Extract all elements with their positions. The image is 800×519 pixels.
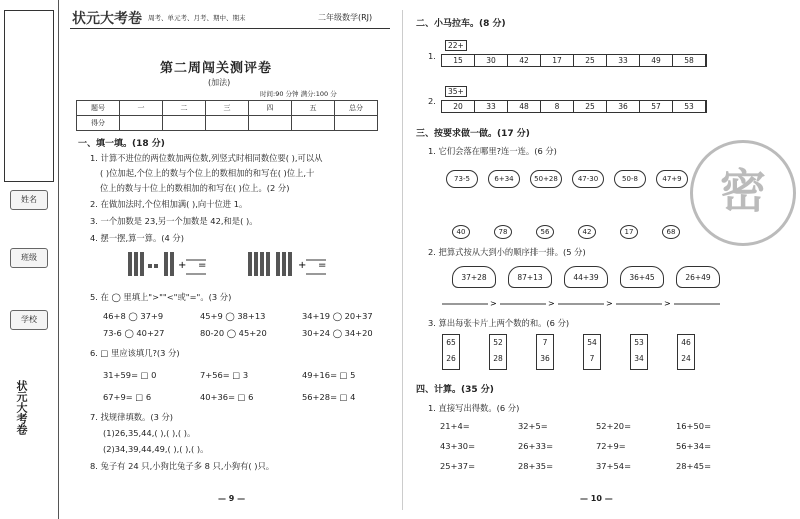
svg-text:=: =	[198, 260, 207, 271]
train-car: 8	[541, 101, 574, 112]
number-card	[489, 334, 507, 370]
train-car: 30	[475, 55, 508, 66]
class-label: 班级	[21, 253, 37, 262]
q6-item: 67+9= □ 6	[103, 392, 152, 402]
score-header: 四	[249, 101, 292, 116]
q6-item: 31+59= □ 0	[103, 370, 157, 380]
score-header: 三	[206, 101, 249, 116]
brand-logo: 状元大考卷	[72, 11, 142, 27]
number-card	[677, 334, 695, 370]
q8: 8. 兔子有 24 只,小狗比兔子多 8 只,小狗有( )只。	[90, 461, 275, 471]
svg-text:>: >	[490, 299, 497, 308]
score-header: 五	[292, 101, 335, 116]
balloon: 73-5	[446, 170, 478, 188]
number-card	[442, 334, 460, 370]
q5-item: 80-20 ◯ 45+20	[200, 328, 267, 338]
q6-item: 7+56= □ 3	[200, 370, 249, 380]
train-car: 33	[475, 101, 508, 112]
name-field[interactable]	[10, 190, 48, 210]
svg-text:+: +	[298, 260, 307, 271]
section-2-title: 二、小马拉车。(8 分)	[416, 19, 506, 29]
score-row-label: 得分	[77, 116, 120, 131]
name-label: 姓名	[21, 195, 37, 204]
train-1-cars	[441, 54, 707, 67]
exam-types: 周考、单元考、月考、期中、期末	[148, 14, 246, 22]
train-1-head: 22+	[445, 40, 467, 51]
card-bottom: 26	[446, 354, 456, 363]
bun: 26+49	[676, 266, 720, 288]
train-car: 49	[640, 55, 673, 66]
school-field[interactable]	[10, 310, 48, 330]
order-blanks	[440, 296, 740, 308]
q6-item: 40+36= □ 6	[200, 392, 254, 402]
grade-subject: 二年级数学(RJ)	[318, 13, 373, 22]
score-table	[76, 100, 378, 131]
secret-stamp: 密	[690, 140, 796, 246]
train-car: 36	[607, 101, 640, 112]
balloon: 47-30	[572, 170, 604, 188]
card-top: 52	[493, 338, 503, 347]
balloon: 47+9	[656, 170, 688, 188]
q7: 7. 找规律填数。(3 分)	[90, 412, 174, 422]
number-card	[583, 334, 601, 370]
balloon: 50+28	[530, 170, 562, 188]
number-card	[536, 334, 554, 370]
answer-circle: 78	[494, 225, 512, 239]
card-top: 54	[587, 338, 597, 347]
svg-text:>: >	[548, 299, 555, 308]
train-2-cars	[441, 100, 707, 113]
q5-item: 46+8 ◯ 37+9	[103, 311, 164, 321]
score-cell[interactable]	[206, 116, 249, 131]
section-1-title: 一、填一填。(18 分)	[78, 139, 165, 149]
card-bottom: 7	[589, 354, 595, 363]
svg-text:>: >	[606, 299, 613, 308]
train-2-head: 35+	[445, 86, 467, 97]
q5-item: 30+24 ◯ 34+20	[302, 328, 373, 338]
binding-sidebar	[0, 0, 59, 519]
bun: 36+45	[620, 266, 664, 288]
counting-blocks-illustration	[128, 248, 378, 284]
train-car: 57	[640, 101, 673, 112]
card-bottom: 24	[681, 354, 691, 363]
svg-text:=: =	[318, 260, 327, 271]
q3: 3. 一个加数是 23,另一个加数是 42,和是( )。	[90, 216, 258, 226]
sidebar-brand: 状元大考卷	[15, 380, 28, 435]
q7-part1: (1)26,35,44,( ),( ),( )。	[103, 428, 196, 438]
q6: 6. □ 里应该填几?(3 分)	[90, 348, 180, 358]
calc-item: 56+34=	[676, 441, 712, 451]
q2: 2. 在做加法时,个位相加满( ),向十位进 1。	[90, 199, 248, 209]
train-car: 17	[541, 55, 574, 66]
page-divider	[402, 10, 403, 510]
train-car: 20	[442, 101, 475, 112]
q6-item: 56+28= □ 4	[302, 392, 356, 402]
class-field[interactable]	[10, 248, 48, 268]
answer-circle: 68	[662, 225, 680, 239]
score-cell[interactable]	[249, 116, 292, 131]
balloon: 6+34	[488, 170, 520, 188]
q6-item: 49+16= □ 5	[302, 370, 356, 380]
bun: 87+13	[508, 266, 552, 288]
score-header: 总分	[335, 101, 378, 116]
train-2-label: 2.	[428, 96, 436, 106]
section-3-title: 三、按要求做一做。(17 分)	[416, 129, 530, 139]
score-cell[interactable]	[120, 116, 163, 131]
calc-item: 26+33=	[518, 441, 554, 451]
calc-item: 28+45=	[676, 461, 712, 471]
answer-circle: 56	[536, 225, 554, 239]
q7-part2: (2)34,39,44,49,( ),( ),( )。	[103, 444, 209, 454]
q3-2: 2. 把算式按从大到小的顺序排一排。(5 分)	[428, 247, 586, 257]
instructions-box	[4, 10, 54, 182]
q3-3: 3. 算出每张卡片上两个数的和。(6 分)	[428, 318, 570, 328]
section-4-title: 四、计算。(35 分)	[416, 385, 494, 395]
calc-item: 37+54=	[596, 461, 632, 471]
score-header: 题号	[77, 101, 120, 116]
page-number-left: — 9 —	[218, 494, 246, 503]
calc-item: 16+50=	[676, 421, 712, 431]
card-bottom: 28	[493, 354, 503, 363]
calc-item: 52+20=	[596, 421, 632, 431]
q3-1: 1. 它们会落在哪里?连一连。(6 分)	[428, 146, 557, 156]
q1-line2: ( )位加起,个位上的数与个位上的数相加的和写在( )位上,十	[100, 168, 315, 178]
train-car: 25	[574, 101, 607, 112]
number-card	[630, 334, 648, 370]
answer-circle: 17	[620, 225, 638, 239]
card-top: 46	[681, 338, 691, 347]
train-car: 33	[607, 55, 640, 66]
train-car: 53	[673, 101, 706, 112]
train-car: 15	[442, 55, 475, 66]
q5-item: 73-6 ◯ 40+27	[103, 328, 165, 338]
calc-item: 43+30=	[440, 441, 476, 451]
train-car: 48	[508, 101, 541, 112]
card-top: 53	[634, 338, 644, 347]
page-number-right: — 10 —	[580, 494, 613, 503]
school-label: 学校	[21, 315, 37, 324]
train-car: 25	[574, 55, 607, 66]
score-cell[interactable]	[335, 116, 378, 131]
exam-subtitle: (加法)	[208, 78, 231, 87]
card-top: 65	[446, 338, 456, 347]
score-header: 一	[120, 101, 163, 116]
calc-item: 28+35=	[518, 461, 554, 471]
score-header: 二	[163, 101, 206, 116]
q5-item: 45+9 ◯ 38+13	[200, 311, 266, 321]
bun: 37+28	[452, 266, 496, 288]
q1-line1: 1. 计算不进位的两位数加两位数,列竖式时相同数位要( ),可以从	[90, 153, 323, 163]
q5-item: 34+19 ◯ 20+37	[302, 311, 373, 321]
answer-circle: 40	[452, 225, 470, 239]
answer-circle: 42	[578, 225, 596, 239]
calc-item: 32+5=	[518, 421, 548, 431]
train-car: 58	[673, 55, 706, 66]
balloon: 50-8	[614, 170, 646, 188]
calc-item: 72+9=	[596, 441, 626, 451]
q4-1: 1. 直接写出得数。(6 分)	[428, 403, 520, 413]
q5: 5. 在 ◯ 里填上">""<"或"="。(3 分)	[90, 292, 232, 302]
q4: 4. 摆一摆,算一算。(4 分)	[90, 233, 184, 243]
bun: 44+39	[564, 266, 608, 288]
card-top: 7	[542, 338, 548, 347]
svg-text:>: >	[664, 299, 671, 308]
exam-meta: 时间:90 分钟 满分:100 分	[260, 90, 337, 98]
train-car: 42	[508, 55, 541, 66]
card-bottom: 36	[540, 354, 550, 363]
card-bottom: 34	[634, 354, 644, 363]
calc-item: 25+37=	[440, 461, 476, 471]
score-cell[interactable]	[292, 116, 335, 131]
score-cell[interactable]	[163, 116, 206, 131]
calc-item: 21+4=	[440, 421, 470, 431]
svg-text:+: +	[178, 260, 187, 271]
q1-line3: 位上的数与十位上的数相加的和写在( )位上。(2 分)	[100, 183, 290, 193]
train-1-label: 1.	[428, 51, 436, 61]
exam-title: 第二周闯关测评卷	[160, 61, 273, 76]
